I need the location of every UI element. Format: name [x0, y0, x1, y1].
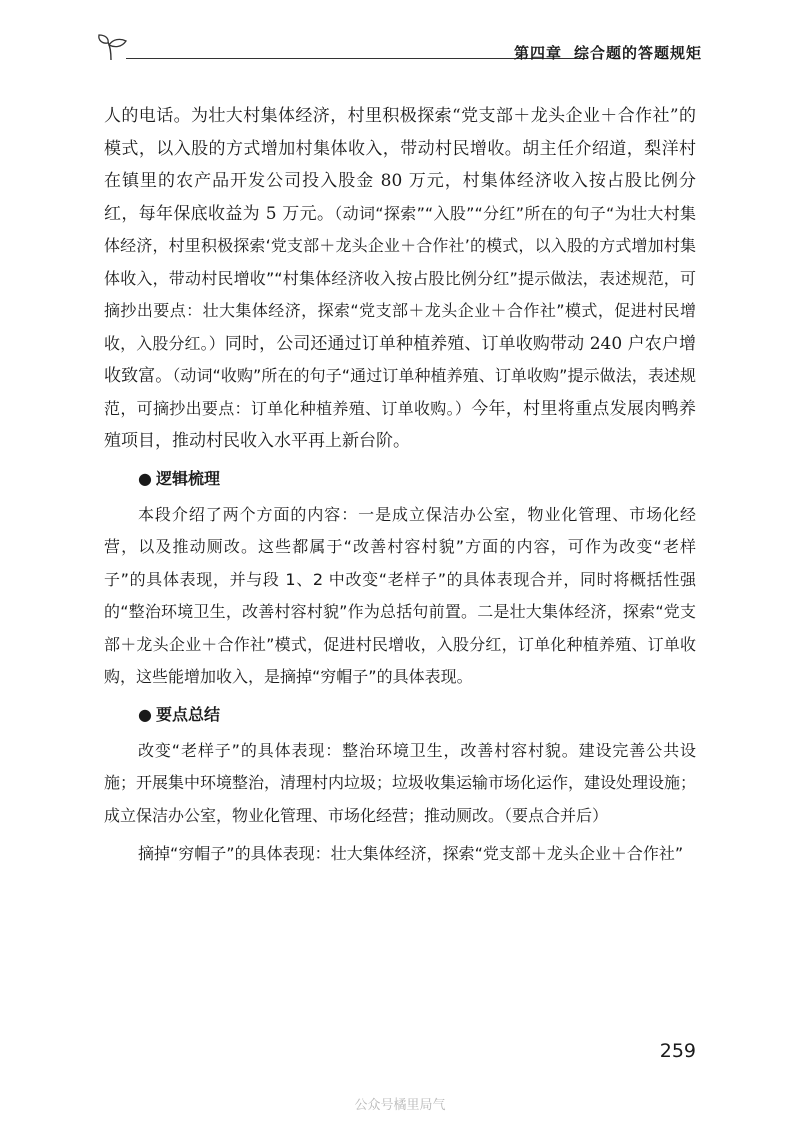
chapter-label: 第四章 — [513, 44, 562, 62]
material-text: 同时，公司还通过订单种植养殖、订单收购带动 240 户农户增收致富。 — [104, 333, 696, 386]
material-text: 今年，村里将重点发展肉鸭养殖项目，推动村民收入水平再上新台阶。 — [104, 398, 696, 451]
bullet-dot-icon: ● — [138, 704, 152, 724]
summary-paragraph: 摘掉“穷帽子”的具体表现：壮大集体经济，探索“党支部＋龙头企业＋合作社” — [138, 844, 684, 863]
section-heading-summary: ● 要点总结 — [138, 704, 220, 724]
page-header — [96, 30, 706, 70]
chapter-title: 综合题的答题规矩 — [573, 44, 702, 62]
analysis-note: （动词“收购”所在的句子“通过订单种植养殖、订单收购”提示做法，表述规范，可摘抄出要点：订单化种植养殖、订单收购。） — [104, 366, 697, 418]
page-body — [104, 100, 696, 871]
section-heading-logic: ● 逻辑梳理 — [138, 468, 220, 488]
watermark: 公众号橘里局气 — [354, 1098, 446, 1113]
sprout-icon — [96, 32, 130, 62]
material-text: 人的电话。为壮大村集体经济，村里积极探索“党支部＋龙头企业＋合作社”的模式，以入股的方式增加村集体收入，带动村民增收。胡主任介绍道，梨洋村在镇里的农产品开发公司投入股金 80 万元，村集体经济收入按占股比例分红，每年保底收益为 5 万元。 — [104, 106, 696, 224]
logic-paragraph: 本段介绍了两个方面的内容：一是成立保洁办公室，物业化管理、市场化经营，以及推动厕改。这些都属于“改善村容村貌”方面的内容，可作为改变“老样子”的具体表现，并与段 1、2 中改变“老样子”的具体表现合并，同时将概括性强的“整治环境卫生，改善村容村貌”作为总括句前置。二是壮大集体经济，探索“党支部＋龙头企业＋合作社”模式，促进村民增收，入股分红，订单化种植养殖、订单收购，这些能增加收入，是摘掉“穷帽子”的具体表现。 — [104, 504, 696, 686]
analysis-note: （动词“探索”“入股”“分红”所在的句子“为壮大村集体经济，村里积极探索‘党支部＋龙头企业＋合作社’的模式，以入股的方式增加村集体收入，带动村民增收”“村集体经济收入按占股比例分红”提示做法，表述规范，可摘抄出要点：壮大集体经济，探索“党支部＋龙头企业＋合作社”模式，促进村民增收，入股分红。） — [104, 203, 696, 353]
summary-paragraph: 改变“老样子”的具体表现：整治环境卫生，改善村容村貌。建设完善公共设施；开展集中环境整治，清理村内垃圾；垃圾收集运输市场化运作，建设处理设施；成立保洁办公室，物业化管理、市场化经营；推动厕改。（要点合并后） — [104, 740, 697, 825]
material-paragraph — [104, 100, 696, 458]
bullet-dot-icon: ● — [138, 468, 152, 488]
chapter-heading — [514, 42, 702, 63]
page-number: 259 — [659, 1040, 696, 1062]
